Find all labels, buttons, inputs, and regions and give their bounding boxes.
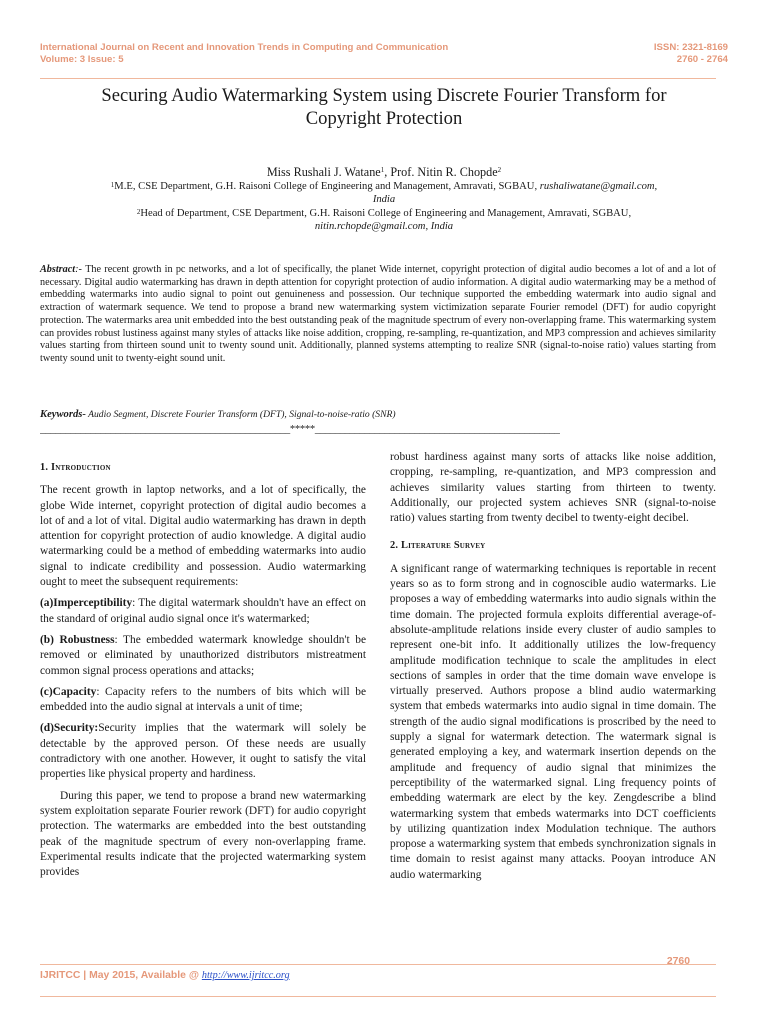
footer-rule [40, 964, 716, 965]
affiliation-2-email: nitin.rchopde@gmail.com, India [314, 220, 454, 232]
abstract-text: The recent growth in pc networks, and a lot of specifically, the planet Wide internet, copyright protection of digital audio becomes a lot of and a lot of necessary. Digital audio watermarking has drawn in depth attention for copyright protection of audio information. A digital audio watermarking may be a method of embedding watermarks into audio signal to point out genuineness and possession. Our technique supported the embedding watermark into audio signal and extraction of watermark sequence. We tend to propose a brand new watermarking system victimization separate Fourier remodel (DFT) for audio copyright protection. The watermarks area unit embedded into the best outstanding peak of the magnitude spectrum of every non-overlapping frame. This watermarking system can provides robust lustiness against many styles of attacks like noise addition, cropping, re-sampling, re-quantization, and MP3 compression and achieves similarity values starting from thirteen sound unit to twenty sound unit. Additionally, planned systems attempting to realize SNR (signal-to-noise ratio) values starting from twenty sound unit to twenty-eight sound unit. [40, 264, 716, 364]
requirement-d-text: Security implies that the watermark will solely be detectable by the approved person. Of these needs are usually contradictory with one another. However, it ought to satisfy the vital properties like physical property and hardiness. [40, 722, 366, 781]
requirement-capacity [40, 685, 366, 716]
author-2: Prof. Nitin R. Chopde [390, 165, 498, 179]
requirement-c-text: : Capacity refers to the numbers of bits which will be embedded into the audio signal at intervals a unit of time; [40, 685, 366, 714]
requirement-imperceptibility [40, 596, 366, 627]
requirement-security [40, 721, 366, 782]
page-number: 2760 [666, 956, 690, 967]
footer-text: IJRITCC | May 2015, Available @ [40, 970, 202, 981]
title-line-2: Copyright Protection [305, 108, 463, 129]
affiliation-2-sup: 2 [136, 208, 141, 216]
author-1-sup: 1 [380, 166, 385, 174]
affiliation-1 [40, 181, 728, 206]
keywords-label: Keywords- [40, 409, 86, 420]
author-list [40, 165, 728, 179]
section-separator: __________________________________________________*****_________________________________________________ [40, 424, 560, 435]
requirement-a-label: (a)Imperceptibility [40, 597, 133, 610]
affiliation-1-country: India [372, 193, 396, 205]
requirement-b-label: (b) Robustness [40, 633, 115, 646]
header-rule [40, 78, 716, 79]
keywords-text: Audio Segment, Discrete Fourier Transform (DFT), Signal-to-noise-ratio (SNR) [85, 409, 396, 420]
requirement-b-text: : The embedded watermark knowledge shouldn't be removed or eliminated by unauthorized distributors mistreatment common signal process operations and attacks; [40, 633, 366, 677]
affiliation-2-text: Head of Department, CSE Department, G.H. Raisoni College of Engineering and Management, Amravati, SGBAU, [140, 208, 632, 219]
intro-paragraph: The recent growth in laptop networks, and a lot of specifically, the globe Wide internet, copyright protection of digital audio becomes a lot of and a lot of vital. Digital audio watermarking has drawn in depth attention for copyright protection of audio knowledge. A digital audio watermarking could be a method of embedding watermarks into audio signal to indicate credibility and possession. Audio watermarking ought to meet the subsequent requirements: [40, 484, 366, 589]
results-paragraph: robust hardiness against many sorts of attacks like noise addition, cropping, re-sampling, re-quantization, and MP3 compression and achieves similarity values starting from thirteen to twenty. Additionally, our projected system achieves SNR (signal-to-noise ratio) values starting from twenty decibel to twenty-eight decibel. [390, 451, 716, 525]
author-2-sup: 2 [497, 166, 502, 174]
journal-name: International Journal on Recent and Innovation Trends in Computing and Communication [40, 42, 449, 53]
requirement-robustness [40, 633, 366, 679]
abstract [40, 264, 716, 366]
footer [40, 970, 290, 981]
section-heading-introduction: 1. Introduction [40, 462, 111, 473]
requirement-d-label: (d)Security: [40, 722, 99, 735]
affiliation-1-sup: 1 [110, 181, 115, 189]
journal-pages: 2760 - 2764 [676, 54, 728, 65]
left-column [40, 460, 366, 886]
section-heading-literature-survey: 2. Literature Survey [390, 540, 486, 552]
author-separator: , [384, 165, 391, 179]
affiliation-2 [40, 208, 728, 233]
literature-paragraph: A significant range of watermarking techniques is reportable in recent years so as to form strong and in cognoscible audio watermarks. Lie proposes a way of embedding watermarks into audio signals within the time domain. The projected formula exploits differential average-of-absolute-amplitude relations inside every cluster of audio samples to represent one-bit info. It additionally utilizes the low-frequency amplitude modification technique to scale the amplitudes in elect sections of samples in order that the time domain wave envelope is virtually preserved. Authors propose a blind audio watermarking system that embeds watermarks into audio signal in time domain. The strength of the audio signal modifications is proscribed by the need to supply a signal for watermark detection. The watermark signal is generated employing a key, and watermark insertion depends on the amplitude and frequency of audio signal that minimizes the perceptibility of the watermarked signal. Ling frequency points of embedding watermark are elect by the key. Zengdescribe a blind watermarking system that embeds watermarks into DCT coefficients by utilizing quantization index Modulation technique. The authors propose a watermarking system that embeds synchronization signals in time domain to resist against many attacks. Pooyan introduce AN audio watermarking [390, 562, 716, 881]
requirement-c-label: (c)Capacity [40, 685, 97, 698]
abstract-lead: :- [75, 264, 86, 275]
proposal-paragraph: During this paper, we tend to propose a brand new watermarking system exploitation separate Fourier rework (DFT) for audio copyright protection. The watermarks are embedded into the best outstanding peak of the magnitude spectrum of every non-overlapping frame. Experimental results indicate that the projected watermarking system provides [40, 789, 366, 879]
requirement-a-text: : The digital watermark shouldn't have an effect on the standard of original audio signal once it's watermarked; [40, 597, 366, 625]
keywords [40, 409, 728, 420]
affiliation-1-text: M.E, CSE Department, G.H. Raisoni College of Engineering and Management, Amravati, SGBAU, [114, 181, 540, 192]
journal-link[interactable]: http://www.ijritcc.org [201, 970, 290, 981]
bottom-rule [40, 996, 716, 997]
right-column [390, 450, 716, 889]
journal-issn: ISSN: 2321-8169 [653, 42, 728, 53]
journal-volume: Volume: 3 Issue: 5 [40, 54, 124, 65]
author-1: Miss Rushali J. Watane [266, 165, 381, 179]
affiliation-1-email: rushaliwatane@gmail.com, [539, 181, 658, 192]
paper-title [40, 84, 728, 130]
abstract-label: Abstract [40, 264, 76, 275]
title-line-1: Securing Audio Watermarking System using Discrete Fourier Transform for [101, 85, 667, 106]
